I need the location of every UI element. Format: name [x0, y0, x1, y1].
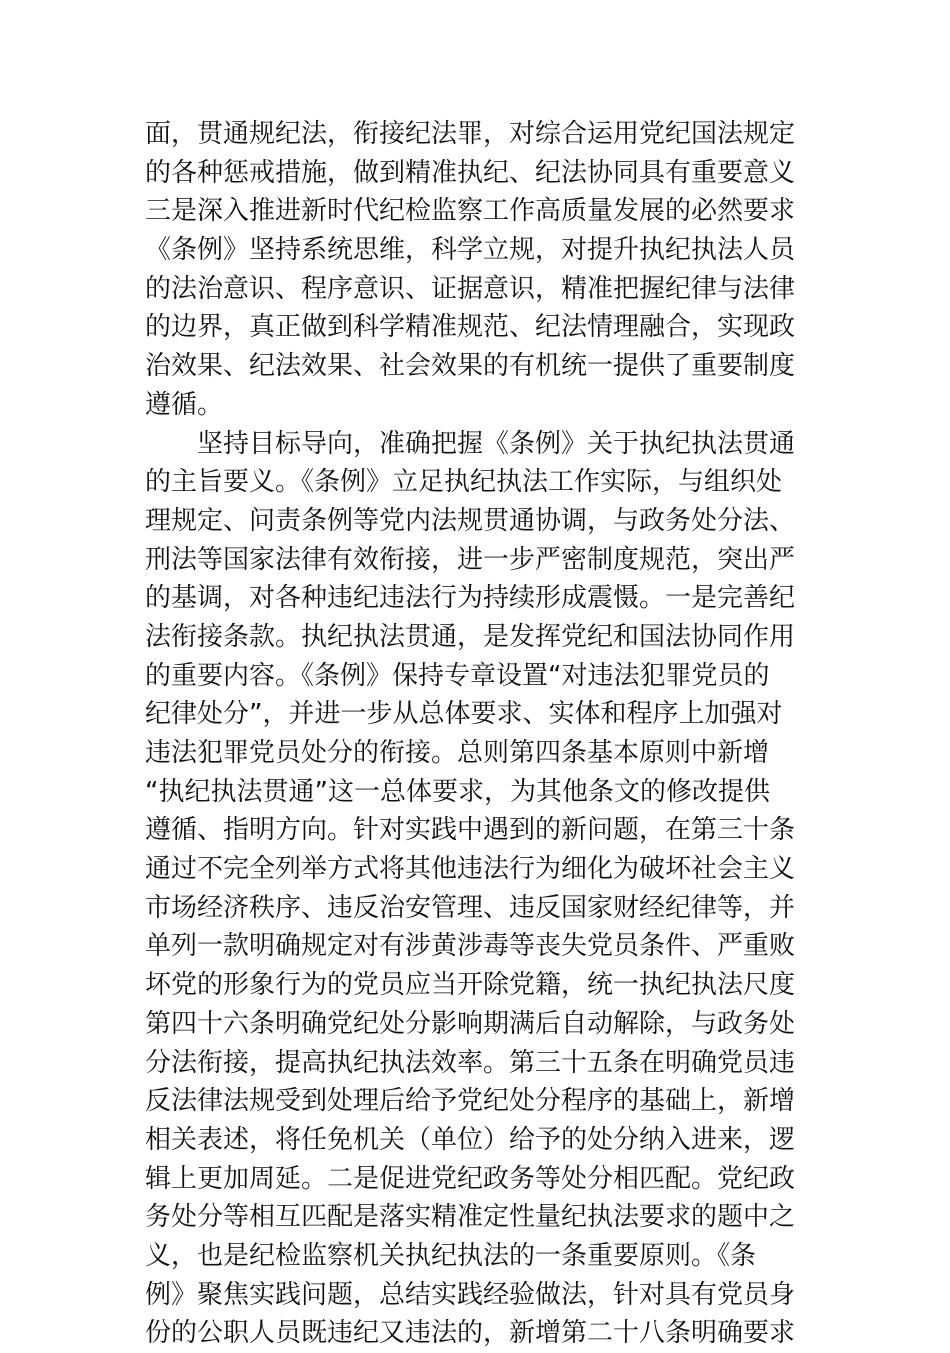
text-line: 纪律处分”，并进一步从总体要求、实体和程序上加强对 — [145, 699, 783, 730]
text-line: 遵循、指明方向。针对实践中遇到的新问题，在第三十条 — [145, 815, 796, 846]
text-line: 的重要内容。《条例》保持专章设置“对违法犯罪党员的 — [145, 660, 770, 691]
text-line: 相关表述，将任免机关（单位）给予的处分纳入进来，逻 — [145, 1124, 796, 1155]
text-line: 的主旨要义。《条例》立足执纪执法工作实际，与组织处 — [145, 467, 783, 498]
text-line: 刑法等国家法律有效衔接，进一步严密制度规范，突出严 — [145, 544, 796, 575]
text-line: 的基调，对各种违纪违法行为持续形成震慑。一是完善纪 — [145, 583, 796, 614]
text-line: 遵循。 — [145, 389, 224, 420]
text-line: 通过不完全列举方式将其他违法行为细化为破坏社会主义 — [145, 854, 796, 885]
text-line: 的各种惩戒措施，做到精准执纪、纪法协同具有重要意义 — [145, 157, 796, 188]
text-line: 违法犯罪党员处分的衔接。总则第四条基本原则中新增 — [145, 738, 770, 768]
text-line: 法衔接条款。执纪执法贯通，是发挥党纪和国法协同作用 — [145, 621, 796, 652]
text-line: 务处分等相互匹配是落实精准定性量纪执法要求的题中之 — [145, 1202, 796, 1233]
text-line: 辑上更加周延。二是促进党纪政务等处分相匹配。党纪政 — [145, 1163, 796, 1194]
text-line: 《条例》坚持系统思维，科学立规，对提升执纪执法人员 — [145, 235, 796, 266]
text-line: 例》聚焦实践问题，总结实践经验做法，针对具有党员身 — [145, 1279, 796, 1310]
text-line: 治效果、纪法效果、社会效果的有机统一提供了重要制度 — [145, 351, 796, 382]
text-line: 分法衔接，提高执纪执法效率。第三十五条在明确党员违 — [145, 1047, 796, 1078]
text-line: 面，贯通规纪法，衔接纪法罪，对综合运用党纪国法规定 — [145, 119, 796, 149]
text-line: 单列一款明确规定对有涉黄涉毒等丧失党员条件、严重败 — [145, 931, 796, 962]
text-line: 份的公职人员既违纪又违法的，新增第二十八条明确要求 — [145, 1318, 796, 1349]
text-line: 反法律法规受到处理后给予党纪处分程序的基础上，新增 — [145, 1086, 796, 1117]
text-line: 理规定、问责条例等党内法规贯通协调，与政务处分法、 — [145, 505, 796, 536]
text-line: 市场经济秩序、违反治安管理、违反国家财经纪律等，并 — [145, 892, 796, 923]
text-line: 坏党的形象行为的党员应当开除党籍，统一执纪执法尺度 — [145, 970, 796, 1001]
text-line: 的法治意识、程序意识、证据意识，精准把握纪律与法律 — [145, 273, 796, 304]
body-text — [145, 115, 810, 1353]
text-line: 三是深入推进新时代纪检监察工作高质量发展的必然要求 — [145, 196, 796, 227]
text-line: “执纪执法贯通”这一总体要求，为其他条文的修改提供 — [145, 776, 770, 807]
text-line: 义，也是纪检监察机关执纪执法的一条重要原则。《条 — [145, 1240, 757, 1271]
text-line: 第四十六条明确党纪处分影响期满后自动解除，与政务处 — [145, 1008, 796, 1039]
text-line: 的边界，真正做到科学精准规范、纪法情理融合，实现政 — [145, 312, 796, 343]
text-line: 坚持目标导向，准确把握《条例》关于执纪执法贯通 — [145, 428, 796, 459]
